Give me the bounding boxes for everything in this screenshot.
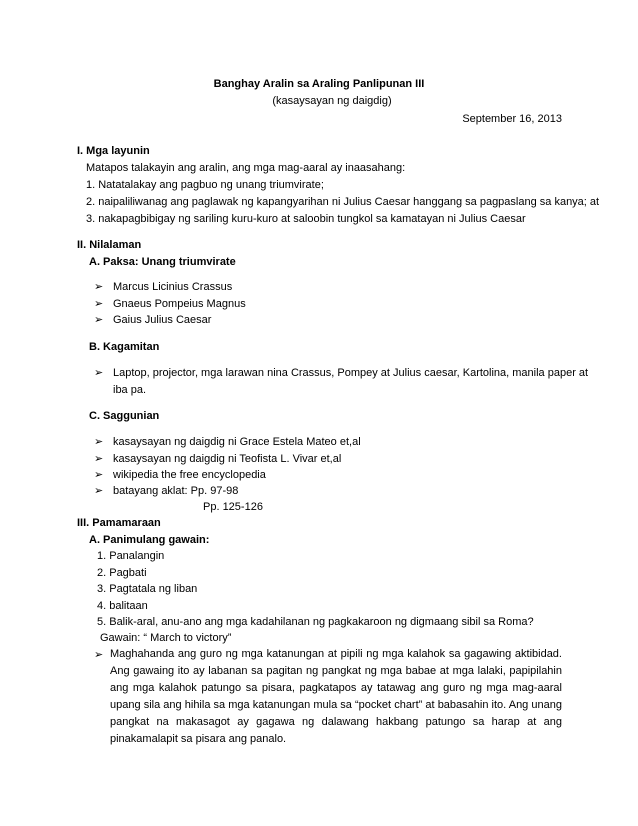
section-1-intro: Matapos talakayin ang aralin, ang mga mag-aaral ay inaasahang:	[86, 162, 406, 174]
step-item: 2. Pagbati	[97, 567, 147, 579]
arrow-bullet-icon: ➢	[94, 649, 104, 661]
materials-line: Laptop, projector, mga larawan nina Crassus, Pompey at Julius caesar, Kartolina, manila paper at	[113, 367, 589, 379]
topic-list-item: Marcus Licinius Crassus	[113, 281, 233, 293]
arrow-bullet-icon: ➢	[94, 298, 104, 310]
arrow-bullet-icon: ➢	[94, 485, 104, 497]
preliminary-heading: A. Panimulang gawain:	[89, 534, 210, 546]
reference-item: wikipedia the free encyclopedia	[113, 469, 266, 481]
activity-description: Maghahanda ang guro ng mga katanungan at pipili ng mga kalahok sa gagawing aktibidad. Ang gawaing ito ay labanan sa pagitan ng pangkat ng mga babae at mga lalaki, papipilahin ang mga kalahok patungo sa pisara, pagkatapos ay tatawag ang guro ng mga mag-aaral upang sila ang hihila sa mga katanungan mula sa “pocket chart” at babasahin ito. Ang unang pangkat na makasagot ay gagawa ng dalawang hakbang patungo sa harap at ang pinakamalapit sa pisara ang panalo.	[110, 648, 562, 745]
arrow-bullet-icon: ➢	[94, 453, 104, 465]
document-subtitle: (kasaysayan ng daigdig)	[272, 95, 392, 107]
materials-line: iba pa.	[113, 384, 147, 396]
step-item: 3. Pagtatala ng liban	[97, 583, 198, 595]
arrow-bullet-icon: ➢	[94, 367, 104, 379]
topic-list-item: Gnaeus Pompeius Magnus	[113, 298, 246, 310]
objective-item: 2. naipaliliwanag ang paglawak ng kapangyarihan ni Julius Caesar hanggang sa pagpaslang sa kanya; at	[86, 196, 600, 208]
section-2-heading: II. Nilalaman	[77, 239, 142, 251]
step-item: 4. balitaan	[97, 600, 148, 612]
activity-title: Gawain: “ March to victory”	[100, 632, 232, 644]
arrow-bullet-icon: ➢	[94, 436, 104, 448]
section-3-heading: III. Pamamaraan	[77, 517, 161, 529]
reference-item: kasaysayan ng daigdig ni Grace Estela Mateo et,al	[113, 436, 361, 448]
arrow-bullet-icon: ➢	[94, 314, 104, 326]
step-item: 5. Balik-aral, anu-ano ang mga kadahilanan ng pagkakaroon ng digmaang sibil sa Roma?	[97, 616, 534, 628]
topic-list-item: Gaius Julius Caesar	[113, 314, 212, 326]
step-item: 1. Panalangin	[97, 550, 165, 562]
objective-item: 1. Natatalakay ang pagbuo ng unang triumvirate;	[86, 179, 324, 191]
objective-item: 3. nakapagbibigay ng sariling kuru-kuro at saloobin tungkol sa kamatayan ni Julius Caesar	[86, 213, 526, 225]
references-heading: C. Saggunian	[89, 410, 160, 422]
document-title: Banghay Aralin sa Araling Panlipunan III	[213, 78, 425, 90]
reference-item: batayang aklat: Pp. 97-98	[113, 485, 239, 497]
reference-item: kasaysayan ng daigdig ni Teofista L. Vivar et,al	[113, 453, 342, 465]
topic-heading: A. Paksa: Unang triumvirate	[89, 256, 236, 268]
arrow-bullet-icon: ➢	[94, 469, 104, 481]
section-1-heading: I. Mga layunin	[77, 145, 150, 157]
document-date: September 16, 2013	[462, 113, 562, 125]
reference-item-extra: Pp. 125-126	[203, 501, 263, 513]
materials-heading: B. Kagamitan	[89, 341, 160, 353]
arrow-bullet-icon: ➢	[94, 281, 104, 293]
